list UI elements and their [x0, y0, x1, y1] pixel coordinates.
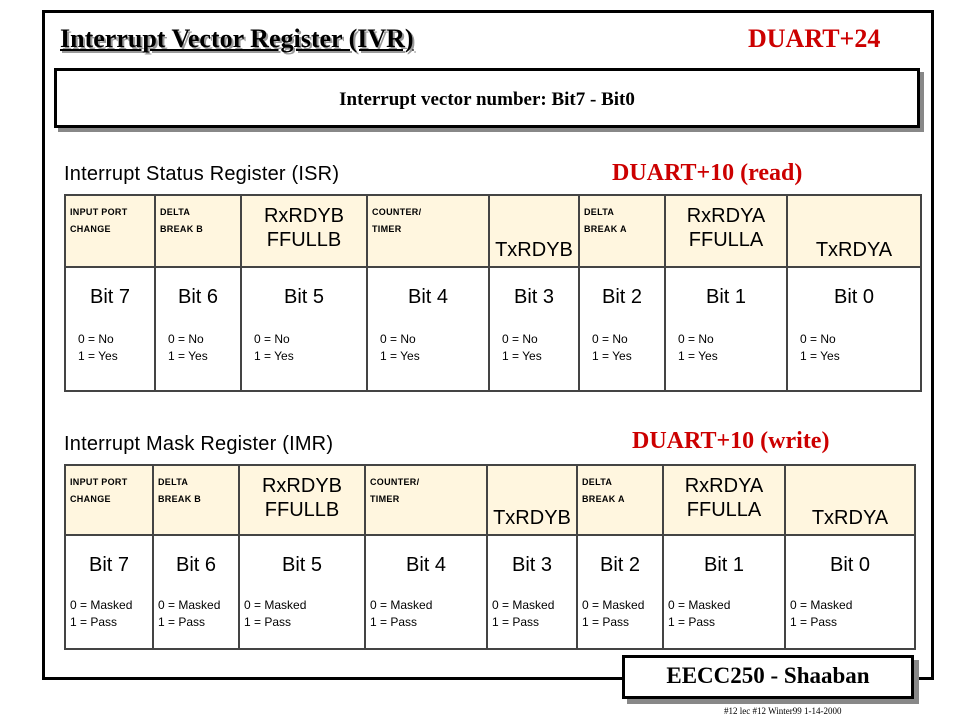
isr-field-txrdya: TxRDYA — [787, 195, 921, 267]
isr-bit-3: Bit 3 0 = No 1 = Yes — [489, 267, 579, 391]
lecture-footnote: #12 lec #12 Winter99 1-14-2000 — [724, 706, 842, 716]
slide-title: Interrupt Vector Register (IVR) — [60, 24, 414, 53]
isr-bit-7: Bit 7 0 = No 1 = Yes — [65, 267, 155, 391]
isr-bit-4: Bit 4 0 = No 1 = Yes — [367, 267, 489, 391]
imr-field-txrdyb: TxRDYB — [487, 465, 577, 535]
isr-field-input-port-change: INPUT PORT CHANGE — [65, 195, 155, 267]
isr-bit-5: Bit 5 0 = No 1 = Yes — [241, 267, 367, 391]
isr-field-delta-break-a: DELTA BREAK A — [579, 195, 665, 267]
isr-field-rxrdya-ffulla: RxRDYA FFULLA — [665, 195, 787, 267]
isr-field-txrdyb: TxRDYB — [489, 195, 579, 267]
ivr-address-offset: DUART+24 — [748, 24, 881, 53]
imr-header-row — [65, 465, 915, 535]
ivr-description: Interrupt vector number: Bit7 - Bit0 — [339, 89, 635, 110]
isr-field-delta-break-b: DELTA BREAK B — [155, 195, 241, 267]
imr-field-delta-break-b: DELTA BREAK B — [153, 465, 239, 535]
isr-bit-2: Bit 2 0 = No 1 = Yes — [579, 267, 665, 391]
imr-address-offset: DUART+10 (write) — [632, 428, 830, 454]
imr-bit-6: Bit 6 0 = Masked 1 = Pass — [153, 535, 239, 649]
isr-register-table — [64, 194, 922, 392]
isr-bit-row — [65, 267, 921, 391]
isr-title: Interrupt Status Register (ISR) — [64, 163, 340, 185]
imr-bit-5: Bit 5 0 = Masked 1 = Pass — [239, 535, 365, 649]
imr-field-rxrdya-ffulla: RxRDYA FFULLA — [663, 465, 785, 535]
imr-bit-row — [65, 535, 915, 649]
imr-field-input-port-change: INPUT PORT CHANGE — [65, 465, 153, 535]
imr-field-counter-timer: COUNTER/ TIMER — [365, 465, 487, 535]
isr-bit-0: Bit 0 0 = No 1 = Yes — [787, 267, 921, 391]
isr-address-offset: DUART+10 (read) — [612, 160, 803, 186]
imr-register-table — [64, 464, 916, 650]
isr-header-row — [65, 195, 921, 267]
imr-bit-7: Bit 7 0 = Masked 1 = Pass — [65, 535, 153, 649]
imr-field-delta-break-a: DELTA BREAK A — [577, 465, 663, 535]
ivr-register-box — [54, 68, 920, 128]
isr-bit-1: Bit 1 0 = No 1 = Yes — [665, 267, 787, 391]
imr-bit-4: Bit 4 0 = Masked 1 = Pass — [365, 535, 487, 649]
imr-bit-3: Bit 3 0 = Masked 1 = Pass — [487, 535, 577, 649]
imr-bit-1: Bit 1 0 = Masked 1 = Pass — [663, 535, 785, 649]
imr-field-rxrdyb-ffullb: RxRDYB FFULLB — [239, 465, 365, 535]
course-footer: EECC250 - Shaaban — [622, 655, 914, 699]
imr-bit-2: Bit 2 0 = Masked 1 = Pass — [577, 535, 663, 649]
isr-field-rxrdyb-ffullb: RxRDYB FFULLB — [241, 195, 367, 267]
imr-field-txrdya: TxRDYA — [785, 465, 915, 535]
isr-bit-6: Bit 6 0 = No 1 = Yes — [155, 267, 241, 391]
imr-bit-0: Bit 0 0 = Masked 1 = Pass — [785, 535, 915, 649]
isr-field-counter-timer: COUNTER/ TIMER — [367, 195, 489, 267]
imr-title: Interrupt Mask Register (IMR) — [64, 433, 334, 455]
